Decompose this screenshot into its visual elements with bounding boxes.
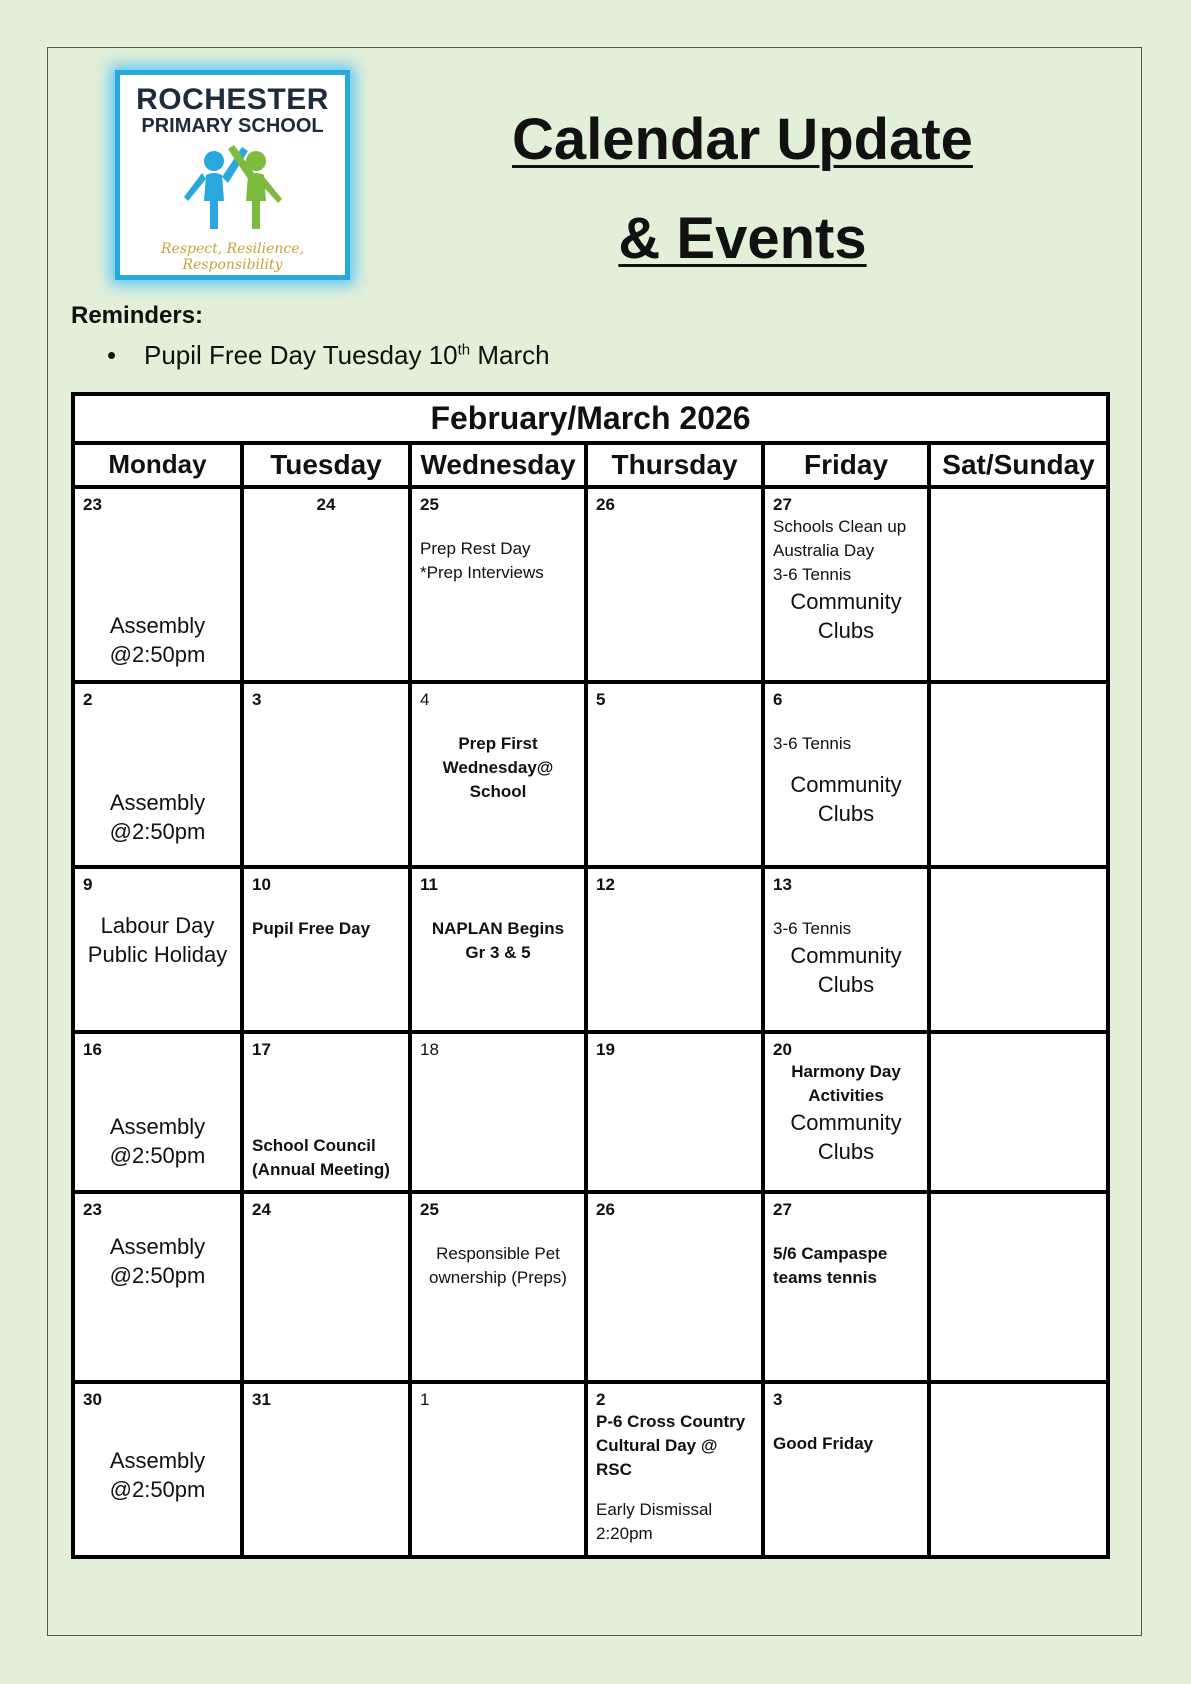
date-number: 30 xyxy=(83,1390,102,1409)
calendar-cell xyxy=(763,1032,929,1192)
date-number: 13 xyxy=(773,875,792,894)
date-number: 31 xyxy=(252,1390,271,1409)
event-text: Wednesday@ xyxy=(442,758,554,777)
date-number: 9 xyxy=(83,875,93,894)
event-text: *Prep Interviews xyxy=(420,563,544,582)
event-text: RSC xyxy=(596,1460,632,1479)
bullet-icon: • xyxy=(107,340,117,370)
event-text: P-6 Cross Country xyxy=(596,1412,746,1431)
date-number: 5 xyxy=(596,690,606,709)
event-text: Australia Day xyxy=(773,541,875,560)
weekend-cell xyxy=(929,1382,1108,1557)
page-title-line1: Calendar Update xyxy=(512,107,973,172)
date-number: 1 xyxy=(420,1390,430,1409)
reminder-text-end: March xyxy=(470,340,550,370)
date-number: 23 xyxy=(83,1200,102,1219)
date-number: 16 xyxy=(83,1040,102,1059)
event-text: Assembly xyxy=(109,1114,206,1139)
children-figures-icon xyxy=(168,143,298,235)
calendar-cell xyxy=(763,1382,929,1557)
event-text: Community xyxy=(790,589,902,614)
event-text: teams tennis xyxy=(773,1268,877,1287)
calendar-month-title: February/March 2026 xyxy=(73,394,1108,443)
event-text: @2:50pm xyxy=(109,1143,206,1168)
event-text: Assembly xyxy=(109,613,206,638)
calendar-cell xyxy=(73,487,242,682)
date-number: 6 xyxy=(773,690,783,709)
weekend-cell xyxy=(929,867,1108,1032)
day-header-monday: Monday xyxy=(73,443,242,487)
event-text: ownership (Preps) xyxy=(429,1268,567,1287)
date-number: 4 xyxy=(420,690,430,709)
day-header-thursday: Thursday xyxy=(586,443,763,487)
day-header-wednesday: Wednesday xyxy=(410,443,586,487)
date-number: 24 xyxy=(316,495,336,514)
event-text: Clubs xyxy=(817,801,875,826)
calendar-cell xyxy=(242,682,410,867)
event-text: Community xyxy=(790,1110,902,1135)
date-number: 3 xyxy=(252,690,262,709)
weekend-cell xyxy=(929,682,1108,867)
day-header-tuesday: Tuesday xyxy=(242,443,410,487)
event-text: Harmony Day xyxy=(791,1062,901,1081)
event-text: Clubs xyxy=(817,1139,875,1164)
calendar-cell xyxy=(242,1032,410,1192)
calendar-cell xyxy=(586,487,763,682)
event-text: Labour Day xyxy=(100,913,215,938)
event-text: School Council xyxy=(252,1136,376,1155)
date-number: 11 xyxy=(420,875,438,894)
event-text: 3-6 Tennis xyxy=(773,734,852,753)
event-text: Cultural Day @ xyxy=(596,1436,718,1455)
event-text: 3-6 Tennis xyxy=(773,919,852,938)
event-text: Early Dismissal xyxy=(596,1500,713,1519)
date-number: 3 xyxy=(773,1390,783,1409)
event-text: 5/6 Campaspe xyxy=(773,1244,888,1263)
reminder-sup: th xyxy=(457,341,471,359)
event-text: Prep First xyxy=(458,734,538,753)
date-number: 25 xyxy=(420,495,439,514)
calendar-cell xyxy=(586,1032,763,1192)
calendar-cell xyxy=(763,487,929,682)
date-number: 18 xyxy=(420,1040,439,1059)
calendar-cell xyxy=(763,682,929,867)
calendar-cell xyxy=(763,1192,929,1382)
calendar-cell xyxy=(410,1192,586,1382)
calendar-cell xyxy=(73,867,242,1032)
calendar-cell xyxy=(763,867,929,1032)
school-logo xyxy=(115,70,350,280)
day-header-friday: Friday xyxy=(763,443,929,487)
event-text: Public Holiday xyxy=(87,942,228,967)
date-number: 12 xyxy=(596,875,615,894)
calendar-cell xyxy=(73,1382,242,1557)
calendar-cell xyxy=(586,1192,763,1382)
date-number: 2 xyxy=(83,690,93,709)
event-text: Assembly xyxy=(109,1234,206,1259)
event-text: 2:20pm xyxy=(596,1524,653,1543)
calendar-cell xyxy=(410,1382,586,1557)
reminder-text: Pupil Free Day Tuesday 10 xyxy=(144,340,458,370)
calendar-cell xyxy=(410,867,586,1032)
date-number: 23 xyxy=(83,495,102,514)
date-number: 20 xyxy=(773,1040,792,1059)
event-text: NAPLAN Begins xyxy=(431,919,565,938)
event-text: (Annual Meeting) xyxy=(252,1160,390,1179)
calendar-cell xyxy=(410,487,586,682)
calendar-cell xyxy=(586,867,763,1032)
date-number: 25 xyxy=(420,1200,439,1219)
reminders-heading: Reminders: xyxy=(71,302,204,329)
event-text: Activities xyxy=(808,1086,884,1105)
page-title-line2: & Events xyxy=(618,206,867,271)
event-text: Gr 3 & 5 xyxy=(465,943,531,962)
calendar-cell xyxy=(242,1382,410,1557)
date-number: 26 xyxy=(596,1200,615,1219)
date-number: 26 xyxy=(596,495,615,514)
event-text: Schools Clean up xyxy=(773,517,907,536)
logo-line1: ROCHESTER xyxy=(136,83,329,116)
date-number: 24 xyxy=(252,1200,271,1219)
calendar-cell xyxy=(242,867,410,1032)
event-text: Assembly xyxy=(109,790,206,815)
event-text: Community xyxy=(790,772,902,797)
date-number: 27 xyxy=(773,1200,792,1219)
event-text: @2:50pm xyxy=(109,819,206,844)
weekend-cell xyxy=(929,487,1108,682)
calendar-cell xyxy=(410,1032,586,1192)
date-number: 27 xyxy=(773,495,792,514)
calendar-cell xyxy=(73,1032,242,1192)
day-header-weekend: Sat/Sunday xyxy=(929,443,1108,487)
event-text: School xyxy=(469,782,527,801)
event-text: Responsible Pet xyxy=(436,1244,560,1263)
calendar-cell xyxy=(242,1192,410,1382)
event-text: Pupil Free Day xyxy=(252,919,371,938)
event-text: Clubs xyxy=(817,618,875,643)
calendar-table xyxy=(71,392,1110,1559)
calendar-cell xyxy=(73,1192,242,1382)
weekend-cell xyxy=(929,1192,1108,1382)
calendar-cell xyxy=(242,487,410,682)
weekend-cell xyxy=(929,1032,1108,1192)
event-text: Assembly xyxy=(109,1448,206,1473)
event-text: @2:50pm xyxy=(109,642,206,667)
event-text: Good Friday xyxy=(773,1434,874,1453)
event-text: @2:50pm xyxy=(109,1263,206,1288)
event-text: Community xyxy=(790,943,902,968)
logo-line2: PRIMARY SCHOOL xyxy=(141,115,324,137)
logo-motto: Respect, Resilience, Responsibility xyxy=(161,241,304,273)
calendar-cell xyxy=(410,682,586,867)
date-number: 17 xyxy=(252,1040,271,1059)
date-number: 19 xyxy=(596,1040,615,1059)
event-text: @2:50pm xyxy=(109,1477,206,1502)
calendar-cell xyxy=(586,682,763,867)
event-text: Prep Rest Day xyxy=(420,539,531,558)
date-number: 2 xyxy=(596,1390,606,1409)
event-text: 3-6 Tennis xyxy=(773,565,852,584)
event-text: Clubs xyxy=(817,972,875,997)
reminder-item xyxy=(107,340,550,371)
calendar-cell xyxy=(73,682,242,867)
calendar-cell xyxy=(586,1382,763,1557)
date-number: 10 xyxy=(252,875,271,894)
